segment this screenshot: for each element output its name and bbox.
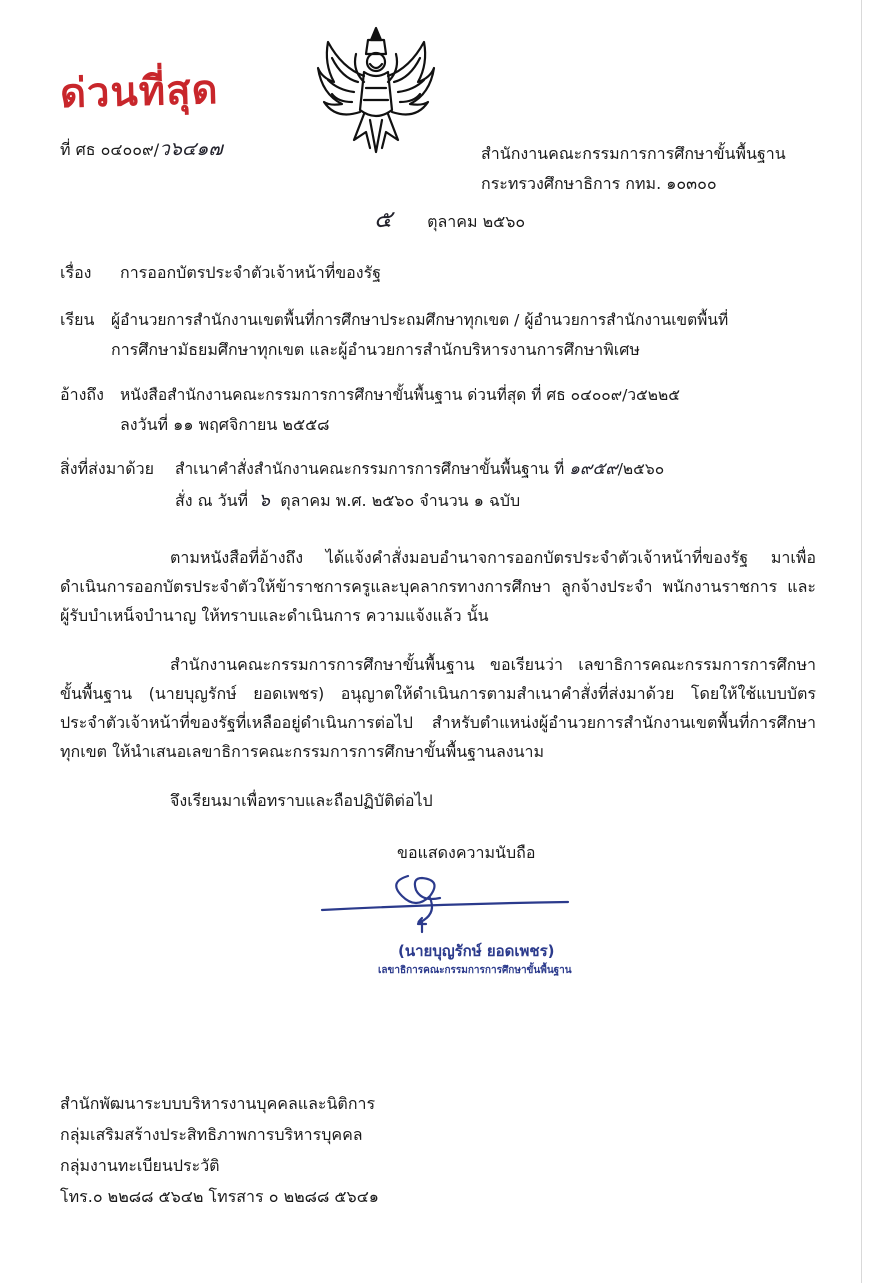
reference-line-2: ลงวันที่ ๑๑ พฤศจิกายน ๒๕๕๘ <box>120 415 330 434</box>
enclosure-order-prefix: สำเนาคำสั่งสำนักงานคณะกรรมการการศึกษาขั้นพื้นฐาน ที่ <box>175 460 565 478</box>
sender-address: กระทรวงศึกษาธิการ กทม. ๑๐๓๐๐ <box>481 174 717 193</box>
subject-label: เรื่อง <box>60 263 92 282</box>
enclosure-date-prefix: สั่ง ณ วันที่ <box>175 491 249 510</box>
signature-mark <box>318 862 578 942</box>
footer-group: กลุ่มเสริมสร้างประสิทธิภาพการบริหารบุคคล <box>60 1125 363 1144</box>
footer-phone-fax: โทร.๐ ๒๒๘๘ ๕๖๔๒ โทรสาร ๐ ๒๒๘๘ ๕๖๔๑ <box>60 1187 379 1206</box>
page-edge-line <box>861 0 862 1283</box>
body-paragraph-1-text: ตามหนังสือที่อ้างถึง ได้แจ้งคำสั่งมอบอำนาจการออกบัตรประจำตัวเจ้าหน้าที่ของรัฐ มาเพื่อดำเนินการออกบัตรประจำตัวให้ข้าราชการครูและบุคลากรทางการศึกษา ลูกจ้างประจำ พนักงานราชการ และผู้รับบำเหน็จบำนาญ ให้ทราบและดำเนินการ ความแจ้งแล้ว นั้น <box>60 548 816 625</box>
enclosure-label: สิ่งที่ส่งมาด้วย <box>60 459 154 478</box>
body-paragraph-3: จึงเรียนมาเพื่อทราบและถือปฏิบัติต่อไป <box>170 791 433 810</box>
enclosure-order-year: /๒๕๖๐ <box>617 460 665 478</box>
date-day-handwritten: ๕ <box>374 205 393 233</box>
document-number-handwritten: ว๖๔๑๗ <box>159 138 223 160</box>
date-month-year: ตุลาคม ๒๕๖๐ <box>427 212 526 231</box>
body-paragraph-1 <box>60 543 816 630</box>
urgency-stamp: ด่วนที่สุด <box>59 66 220 118</box>
body-paragraph-2-text: สำนักงานคณะกรรมการการศึกษาขั้นพื้นฐาน ขอเรียนว่า เลขาธิการคณะกรรมการการศึกษาขั้นพื้นฐาน (นายบุญรักษ์ ยอดเพชร) อนุญาตให้ดำเนินการตามสำเนาคำสั่งที่ส่งมาด้วย โดยให้ใช้แบบบัตรประจำตัวเจ้าหน้าที่ของรัฐที่เหลืออยู่ดำเนินการต่อไป สำหรับตำแหน่งผู้อำนวยการสำนักงานเขตพื้นที่การศึกษาทุกเขต ให้นำเสนอเลขาธิการคณะกรรมการการศึกษาขั้นพื้นฐานลงนาม <box>60 655 816 761</box>
footer-unit: กลุ่มงานทะเบียนประวัติ <box>60 1156 220 1175</box>
footer-office: สำนักพัฒนาระบบบริหารงานบุคคลและนิติการ <box>60 1094 376 1113</box>
enclosure-line-1 <box>175 458 664 480</box>
signatory-name: (นายบุญรักษ์ ยอดเพชร) <box>398 942 555 960</box>
document-number <box>60 138 223 161</box>
enclosure-order-number-handwritten: ๑๙๕๙ <box>569 459 618 479</box>
reference-label: อ้างถึง <box>60 385 104 404</box>
reference-line-1: หนังสือสำนักงานคณะกรรมการการศึกษาขั้นพื้นฐาน ด่วนที่สุด ที่ ศธ ๐๔๐๐๙/ว๕๒๒๕ <box>120 386 680 404</box>
signatory-title: เลขาธิการคณะกรรมการการศึกษาขั้นพื้นฐาน <box>378 965 572 976</box>
garuda-emblem-icon <box>314 24 438 154</box>
recipient-label: เรียน <box>60 310 95 329</box>
body-paragraph-2 <box>60 650 816 766</box>
subject-text: การออกบัตรประจำตัวเจ้าหน้าที่ของรัฐ <box>120 263 382 282</box>
closing-phrase: ขอแสดงความนับถือ <box>397 843 536 862</box>
enclosure-date-suffix: ตุลาคม พ.ศ. ๒๕๖๐ จำนวน ๑ ฉบับ <box>280 491 521 510</box>
enclosure-line-2 <box>175 490 520 512</box>
sender-office: สำนักงานคณะกรรมการการศึกษาขั้นพื้นฐาน <box>481 144 786 163</box>
recipient-line-1: ผู้อำนวยการสำนักงานเขตพื้นที่การศึกษาประถมศึกษาทุกเขต / ผู้อำนวยการสำนักงานเขตพื้นที่ <box>111 311 729 329</box>
letter-date <box>374 205 526 233</box>
enclosure-day-handwritten: ๖ <box>258 490 270 511</box>
recipient-line-2: การศึกษามัธยมศึกษาทุกเขต และผู้อำนวยการสำนักบริหารงานการศึกษาพิเศษ <box>111 340 640 359</box>
document-number-label: ที่ ศธ ๐๔๐๐๙/ <box>60 140 160 159</box>
